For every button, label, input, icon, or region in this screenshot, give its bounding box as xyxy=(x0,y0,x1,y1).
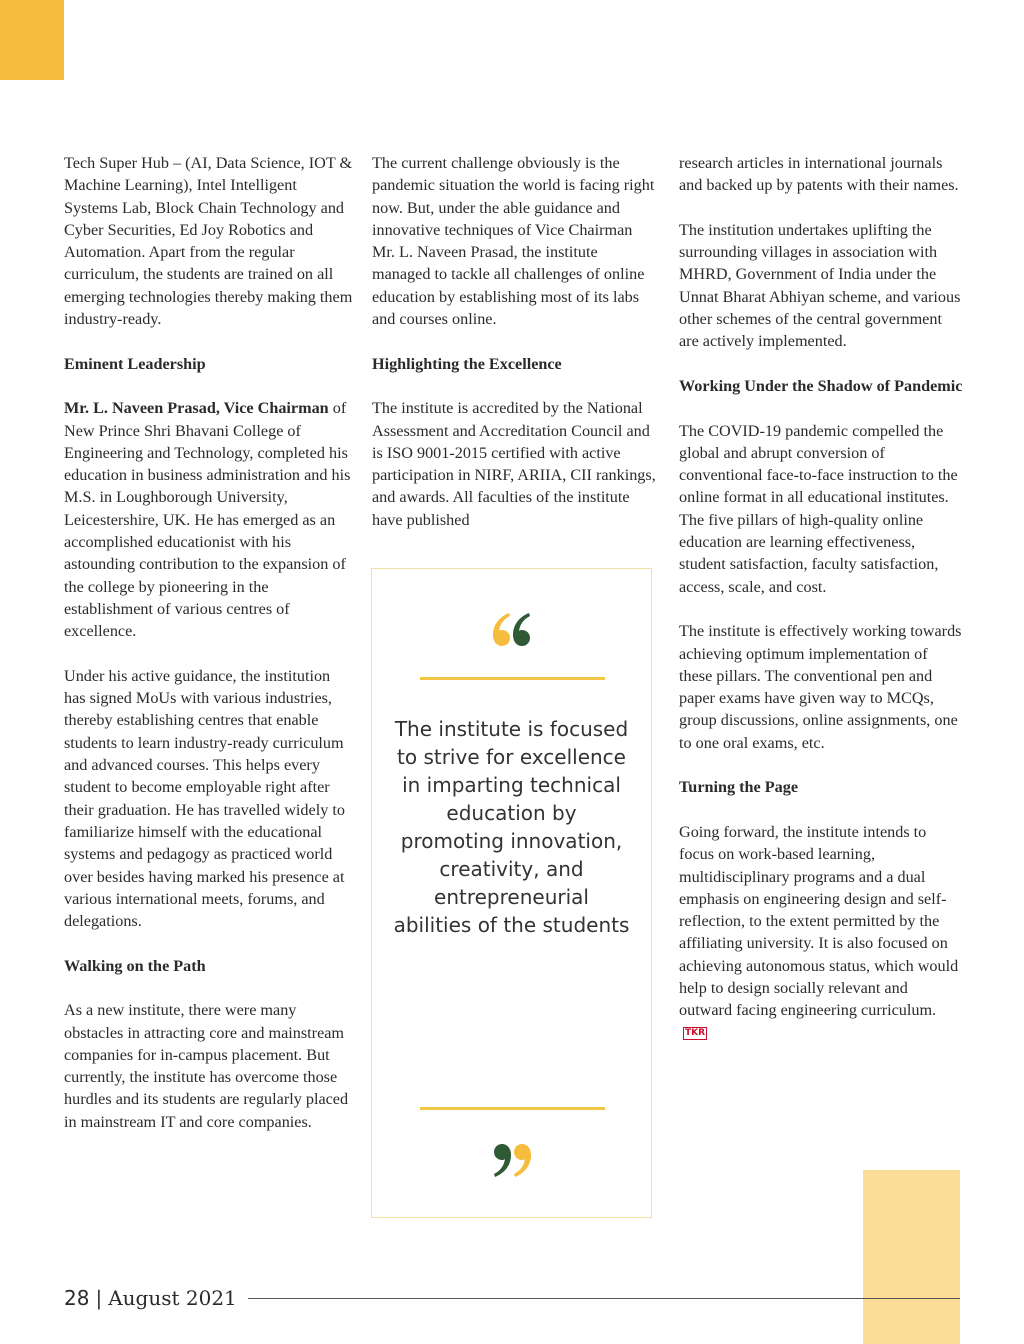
paragraph-text: of New Prince Shri Bhavani College of Engineering and Technology, completed his education in business administration and his M.S. in Loughborough University, Leicestershire, UK. He has emerged as an accomplished educationist with his astounding contribution to the expansion of the college by pioneering in the establishment of various centres of excellence. xyxy=(64,399,351,641)
section-heading: Eminent Leadership xyxy=(64,354,206,373)
page-number: 28 xyxy=(64,1286,90,1310)
footer-separator: | xyxy=(95,1286,103,1310)
paragraph: Under his active guidance, the institution has signed MoUs with various industries, thereby establishing centres that enable students to learn industry-ready curriculum and advanced courses. This helps every student to become employable right after their graduation. He has travelled widely to familiarize himself with the educational systems and pedagogy as practiced world over besides having marked his presence at various international meets, forums, and delegations. xyxy=(64,666,345,931)
paragraph: Tech Super Hub – (AI, Data Science, IOT & Machine Learning), Intel Intelligent Systems Lab, Block Chain Technology and Cyber Securities, Ed Joy Robotics and Automation. Apart from the regular curriculum, the students are trained on all emerging technologies thereby making them industry-ready. xyxy=(64,154,353,329)
paragraph: The COVID-19 pandemic compelled the global and abrupt conversion of conventional face-to-face instruction to the online format in all educational institutes. The five pillars of high-quality online education are learning effectiveness, student satisfaction, faculty satisfaction, access, scale, and cost. xyxy=(679,421,958,596)
pull-quote-text: The institute is focused to strive for excellence in imparting technical education by promoting innovation, creativity, and entrepreneurial abilities of the students xyxy=(393,717,630,937)
close-quote-icon xyxy=(372,1141,651,1186)
article-column-2 xyxy=(372,152,656,553)
end-mark-logo: TKR xyxy=(685,1027,706,1038)
page-footer xyxy=(64,1283,237,1313)
open-quote-icon xyxy=(372,609,651,654)
section-heading: Working Under the Shadow of Pandemic xyxy=(679,376,963,395)
section-heading: Turning the Page xyxy=(679,778,799,797)
paragraph: The current challenge obviously is the pandemic situation the world is facing right now. But, under the able guidance and innovative techniques of Vice Chairman Mr. L. Naveen Prasad, the institute managed to tackle all challenges of online education by establishing most of its labs and courses online. xyxy=(372,154,655,329)
bottom-accent-block xyxy=(863,1170,960,1344)
paragraph xyxy=(679,821,964,1044)
article-column-1 xyxy=(64,152,354,1155)
pull-quote-box xyxy=(371,568,652,1218)
article-column-3 xyxy=(679,152,964,1066)
bold-lead: Mr. L. Naveen Prasad, Vice Chairman xyxy=(64,399,329,418)
section-heading: Highlighting the Excellence xyxy=(372,354,562,373)
paragraph: The institution undertakes uplifting the surrounding villages in association with MHRD, Government of India under the Unnat Bharat Abhiyan scheme, and various other schemes of the central government are actively implemented. xyxy=(679,220,961,351)
paragraph: research articles in international journals and backed up by patents with their names. xyxy=(679,154,959,195)
paragraph: As a new institute, there were many obstacles in attracting core and mainstream companies for in-campus placement. But currently, the institute has overcome those hurdles and its students are regularly placed in mainstream IT and core companies. xyxy=(64,1001,349,1131)
footer-rule xyxy=(248,1298,960,1299)
top-accent-block xyxy=(0,0,64,80)
paragraph: The institute is accredited by the National Assessment and Accreditation Council and is ISO 9001-2015 certified with active participation in NIRF, ARIIA, CII rankings, and awards. All faculties of the institute have published xyxy=(372,399,656,529)
issue-date: August 2021 xyxy=(108,1286,237,1310)
paragraph: The institute is effectively working towards achieving optimum implementation of these pillars. The conventional pen and paper exams have given way to MCQs, group discussions, online assignments, one to one oral exams, etc. xyxy=(679,622,962,752)
quote-divider-bottom xyxy=(420,1107,605,1110)
section-heading: Walking on the Path xyxy=(64,956,206,975)
paragraph-text: Going forward, the institute intends to focus on work-based learning, multidisciplinary programs and a dual emphasis on engineering design and self-reflection, to the extent permitted by the affiliating university. It is also focused on achieving autonomous status, which would help to design socially relevant and outward facing engineering curriculum. xyxy=(679,822,959,1020)
paragraph xyxy=(64,397,354,642)
quote-divider-top xyxy=(420,677,605,680)
